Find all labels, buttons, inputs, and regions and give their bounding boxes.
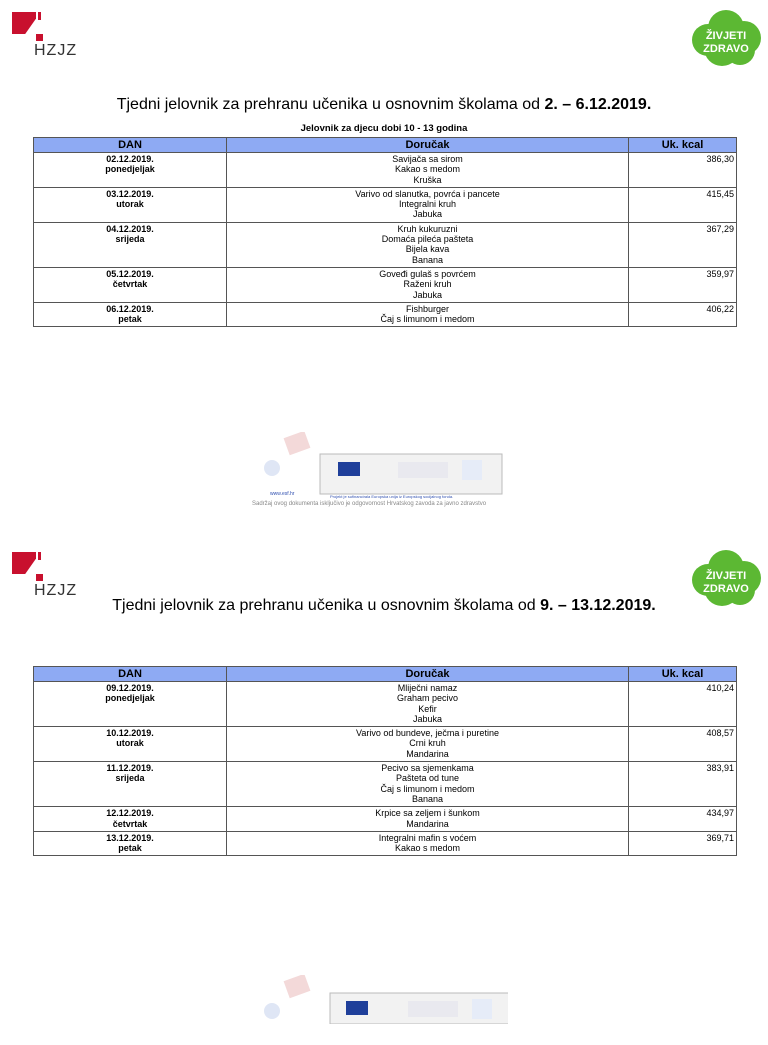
meal-item: Pašteta od tune (395, 773, 460, 784)
meal-item: Integralni mafin s voćem (378, 832, 477, 843)
funding-note: Projekt je sufinancirala Europska unija iz Europskog socijalnog fonda. (330, 494, 454, 499)
col-header-day-2: DAN (34, 667, 227, 682)
meal-item: Graham pecivo (396, 693, 459, 704)
weekday-text: utorak (116, 738, 144, 749)
hzjz-logo-text: HZJZ (34, 42, 78, 59)
title-prefix: Tjedni jelovnik za prehranu učenika u osnovnim školama od (116, 96, 545, 113)
menu-table-week-1 (33, 137, 737, 327)
meal-item: Jabuka (412, 713, 443, 724)
date-text: 12.12.2019. (106, 808, 154, 819)
table-row (34, 762, 737, 807)
weekday-text: ponedjeljak (105, 693, 155, 704)
kcal-cell: 369,71 (629, 831, 737, 856)
zz-line1: ŽIVJETI (705, 30, 747, 42)
meal-item: Kakao s medom (394, 164, 461, 175)
date-text: 03.12.2019. (106, 188, 154, 199)
age-group-subtitle: Jelovnik za djecu dobi 10 - 13 godina (300, 123, 468, 134)
meal-item: Varivo od bundeve, ječma i puretine (356, 728, 499, 739)
page-title-1 (0, 96, 768, 114)
meal-item: Goveđi gulaš s povrćem (379, 268, 476, 279)
breakfast-cell (227, 187, 629, 222)
breakfast-cell (227, 727, 629, 762)
day-cell (34, 831, 227, 856)
kcal-cell: 367,29 (629, 222, 737, 267)
meal-item: Kakao s medom (394, 843, 461, 854)
table-row (34, 187, 737, 222)
eu-funding-banner (258, 432, 508, 502)
kcal-cell: 383,91 (629, 762, 737, 807)
breakfast-cell (227, 762, 629, 807)
day-cell (34, 187, 227, 222)
col-header-kcal: Uk. kcal (629, 138, 737, 153)
col-header-kcal-2: Uk. kcal (629, 667, 737, 682)
weekday-text: srijeda (115, 234, 145, 245)
meal-item: Čaj s limunom i medom (380, 783, 475, 794)
table-row (34, 682, 737, 727)
col-header-breakfast: Doručak (227, 138, 629, 153)
kcal-cell: 410,24 (629, 682, 737, 727)
date-text: 09.12.2019. (106, 683, 154, 693)
breakfast-cell (227, 831, 629, 856)
day-cell (34, 267, 227, 302)
table-row (34, 302, 737, 327)
breakfast-cell (227, 682, 629, 727)
table-row (34, 807, 737, 832)
meal-item: Kefir (418, 703, 437, 714)
zz-line2: ZDRAVO (703, 43, 749, 55)
table-row (34, 153, 737, 188)
title-dates: 2. – 6.12.2019. (544, 96, 652, 113)
weekday-text: petak (118, 843, 142, 854)
day-cell (34, 762, 227, 807)
table-row (34, 267, 737, 302)
page-title-2 (0, 597, 768, 615)
meal-item: Banana (411, 793, 444, 804)
day-cell (34, 727, 227, 762)
kcal-cell: 386,30 (629, 153, 737, 188)
meal-item: Mandarina (406, 818, 449, 829)
breakfast-cell (227, 267, 629, 302)
date-text: 04.12.2019. (106, 223, 154, 234)
zz2-line2: ZDRAVO (703, 583, 749, 595)
day-cell (34, 682, 227, 727)
breakfast-cell (227, 302, 629, 327)
zivjeti-zdravo-logo (688, 6, 764, 68)
date-text: 02.12.2019. (106, 154, 154, 164)
date-text: 06.12.2019. (106, 303, 154, 314)
meal-item: Kruška (413, 174, 442, 185)
meal-item: Raženi kruh (403, 279, 452, 290)
disclaimer: Sadržaj ovog dokumenta isključivo je odgovornost Hrvatskog zavoda za javno zdravstvo (252, 501, 487, 507)
date-text: 13.12.2019. (106, 832, 154, 843)
kcal-cell: 434,97 (629, 807, 737, 832)
weekday-text: ponedjeljak (105, 164, 155, 175)
meal-item: Krpice sa zeljem i šunkom (375, 808, 480, 819)
meal-item: Mandarina (406, 748, 449, 759)
meal-item: Čaj s limunom i medom (380, 314, 475, 325)
day-cell (34, 153, 227, 188)
date-text: 05.12.2019. (106, 268, 154, 279)
col-header-day: DAN (34, 138, 227, 153)
day-cell (34, 302, 227, 327)
weekday-text: utorak (116, 199, 144, 210)
meal-item: Varivo od slanutka, povrća i pancete (355, 188, 500, 199)
weekday-text: četvrtak (112, 279, 148, 290)
kcal-cell: 359,97 (629, 267, 737, 302)
table-row (34, 831, 737, 856)
weekday-text: srijeda (115, 773, 145, 784)
meal-item: Banana (411, 254, 444, 265)
hzjz-logo-text-2: HZJZ (34, 582, 78, 599)
breakfast-cell (227, 807, 629, 832)
meal-item: Savijača sa sirom (392, 154, 463, 164)
table-row (34, 727, 737, 762)
eu-funding-banner-2 (258, 975, 508, 1045)
breakfast-cell (227, 153, 629, 188)
weekday-text: četvrtak (112, 818, 148, 829)
meal-item: Bijela kava (405, 244, 450, 255)
date-text: 11.12.2019. (106, 763, 154, 774)
weekday-text: petak (118, 314, 142, 325)
meal-item: Mliječni namaz (397, 683, 458, 693)
day-cell (34, 807, 227, 832)
meal-item: Fishburger (405, 303, 450, 314)
hzjz-logo-2 (12, 552, 78, 602)
meal-item: Jabuka (412, 209, 443, 220)
breakfast-cell (227, 222, 629, 267)
date-text: 10.12.2019. (106, 728, 154, 739)
meal-item: Kruh kukuruzni (397, 223, 458, 234)
kcal-cell: 408,57 (629, 727, 737, 762)
kcal-cell: 415,45 (629, 187, 737, 222)
menu-table-week-2 (33, 666, 737, 856)
meal-item: Jabuka (412, 289, 443, 300)
meal-item: Pecivo sa sjemenkama (381, 763, 474, 774)
meal-item: Crni kruh (409, 738, 446, 749)
meal-item: Integralni kruh (398, 199, 457, 210)
col-header-breakfast-2: Doručak (227, 667, 629, 682)
hzjz-logo (12, 12, 78, 62)
title-dates-2: 9. – 13.12.2019. (540, 597, 656, 614)
title-prefix-2: Tjedni jelovnik za prehranu učenika u osnovnim školama od (112, 597, 541, 614)
meal-item: Domaća pileća pašteta (381, 234, 474, 245)
table-row (34, 222, 737, 267)
day-cell (34, 222, 227, 267)
kcal-cell: 406,22 (629, 302, 737, 327)
zz2-line1: ŽIVJETI (705, 570, 747, 582)
esf-url: www.esf.hr (270, 491, 295, 497)
